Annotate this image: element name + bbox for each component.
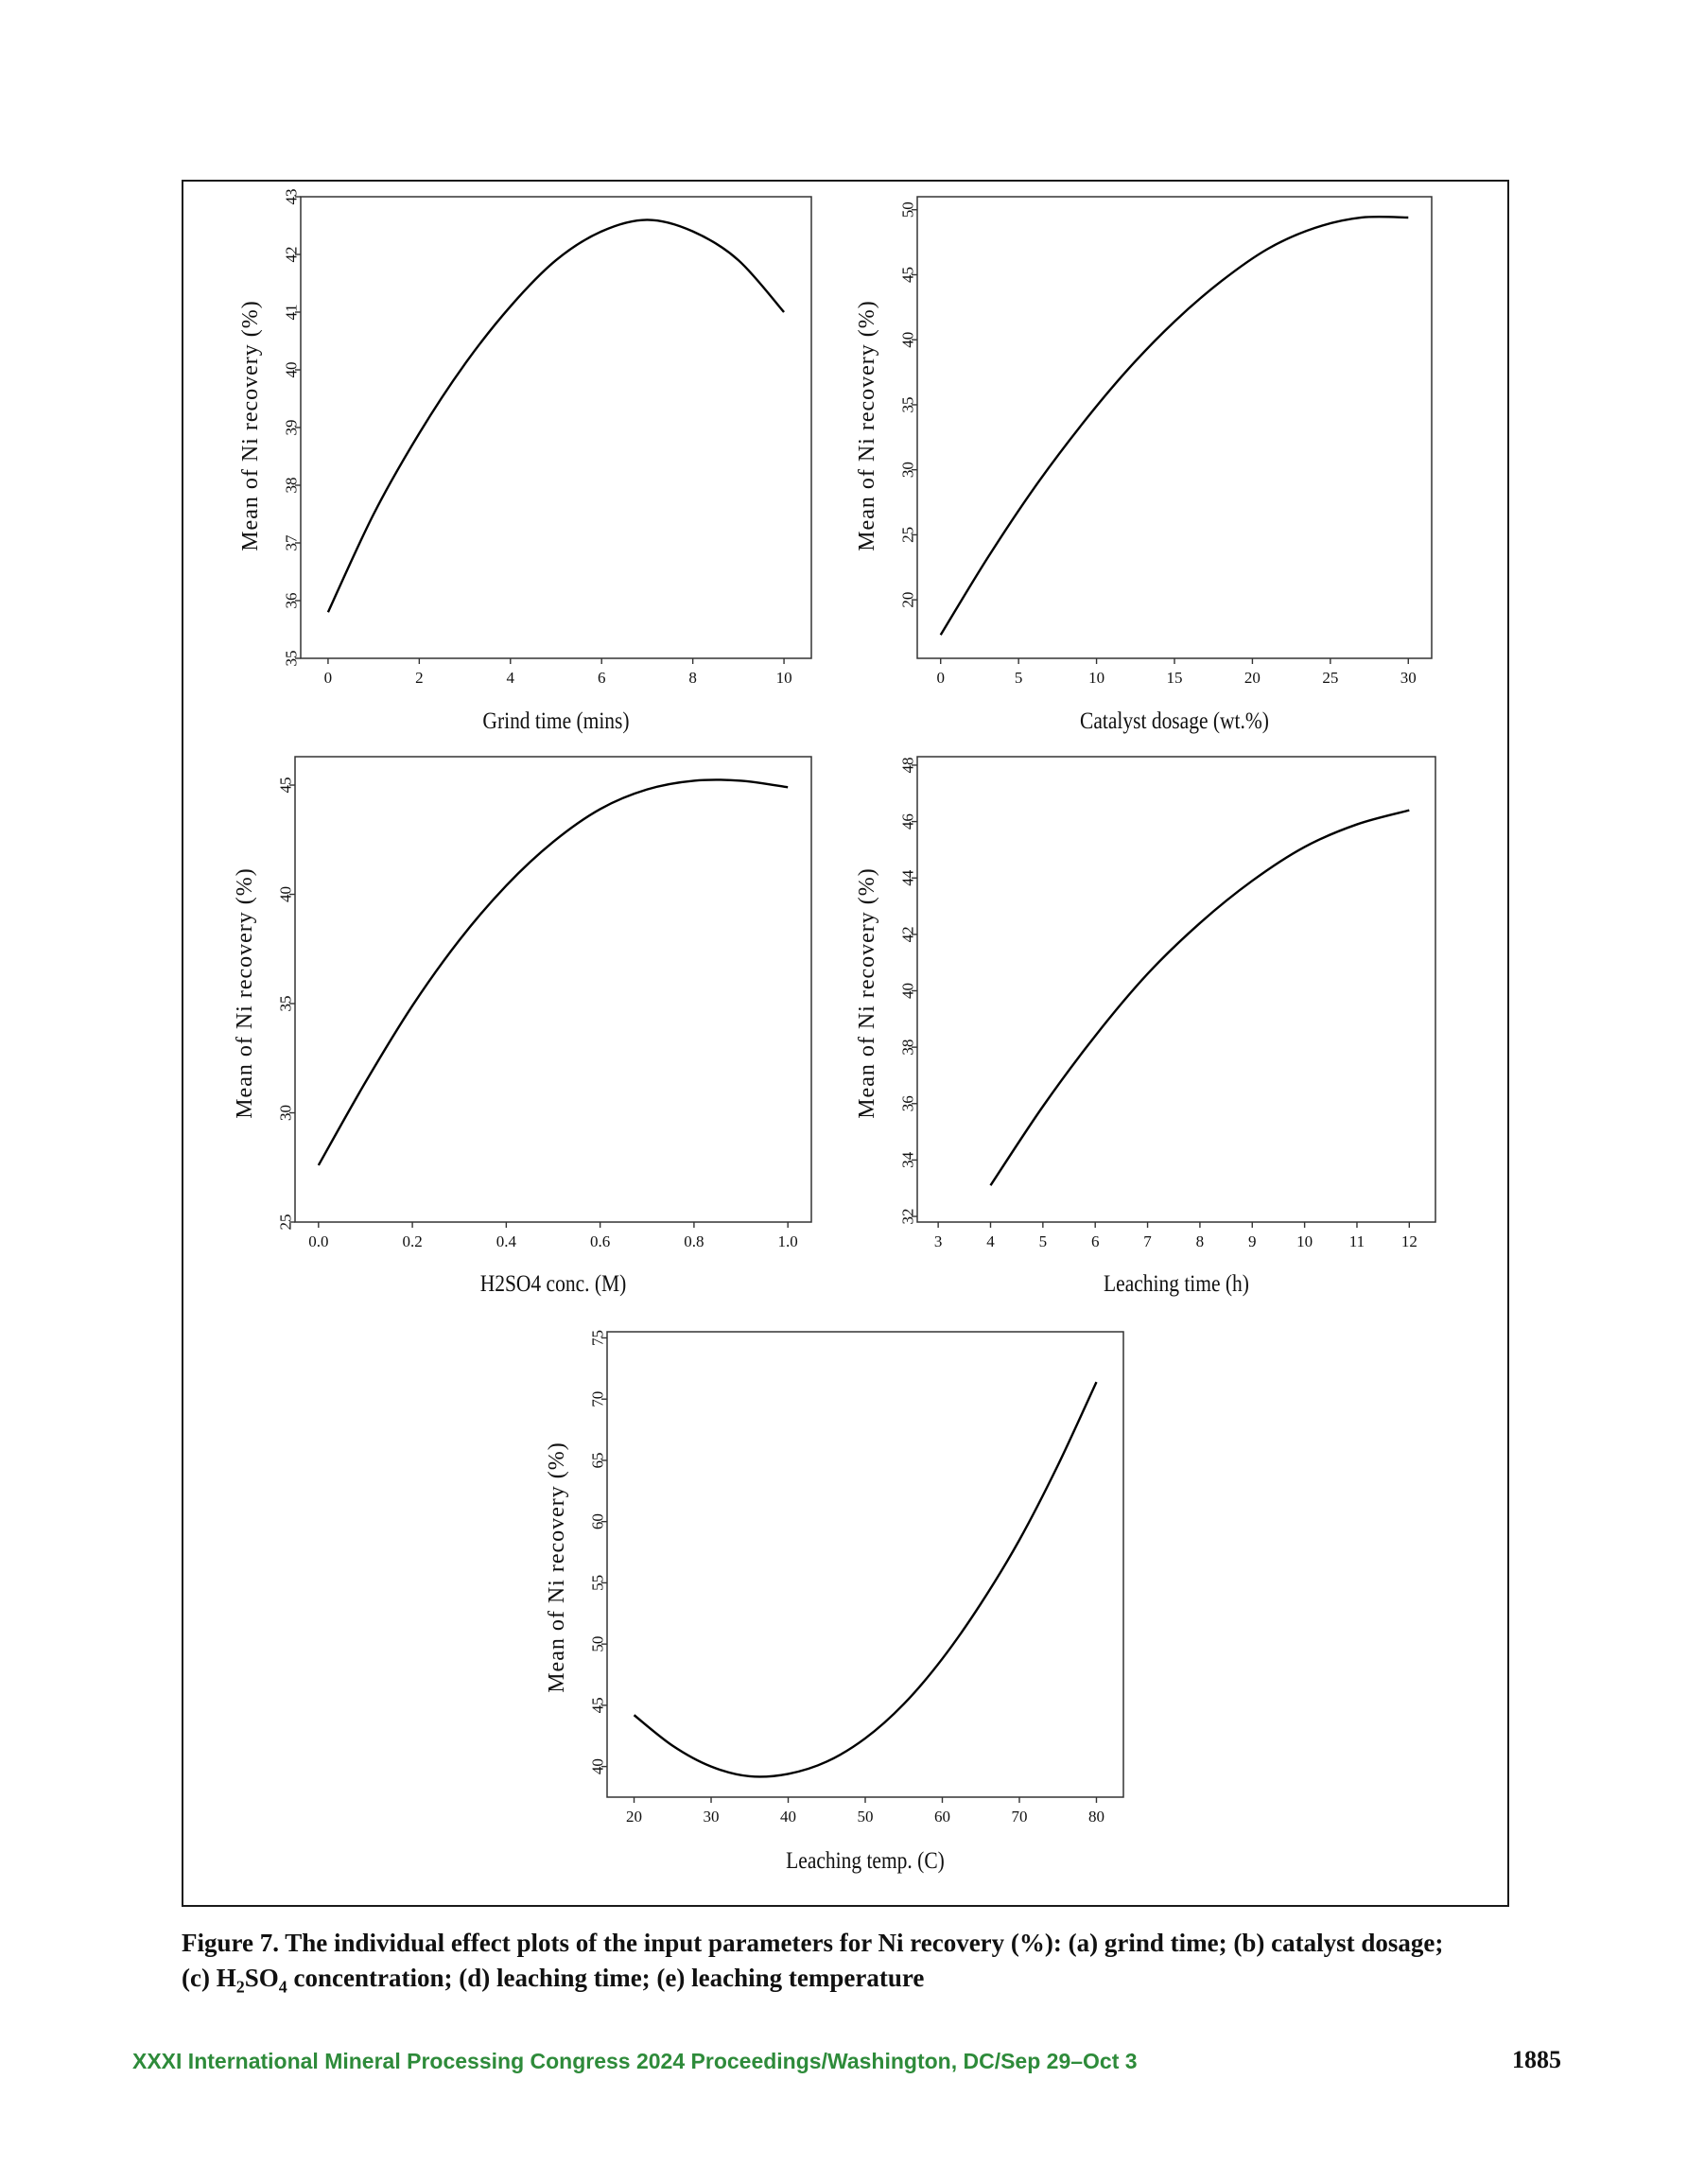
plot-d-xtick-label: 3 [933, 1232, 943, 1250]
footer-conference: XXXI International Mineral Processing Congress 2024 Proceedings/Washington, DC/Sep 29–Oct 3 [132, 2049, 1138, 2073]
plot-c-xtick-label: 0.4 [496, 1232, 516, 1250]
plot-e-xtick-label: 80 [1087, 1808, 1104, 1826]
plot-a-axes-box [301, 197, 811, 658]
plot-b-ytick-label: 45 [898, 266, 917, 283]
plot-c-x-axis-label: H2SO4 conc. (M) [479, 1270, 627, 1298]
plot-d-xtick-label: 9 [1248, 1232, 1257, 1250]
plot-e-y-axis-label: Mean of Ni recovery (%) [545, 1441, 569, 1693]
plot-a-y-axis-label: Mean of Ni recovery (%) [238, 300, 263, 551]
plot-d-y-axis-label: Mean of Ni recovery (%) [855, 867, 879, 1119]
plot-e-xtick-label: 30 [703, 1808, 720, 1826]
plot-e-ytick-label: 65 [588, 1452, 607, 1469]
plot-b-series-line [941, 217, 1409, 635]
plot-a-ytick-label: 42 [282, 246, 301, 263]
page-number: 1885 [1512, 2046, 1561, 2073]
plot-c-xtick-label: 0.8 [684, 1232, 704, 1250]
plot-a-ytick-label: 40 [282, 361, 301, 378]
plot-b-ytick-label: 20 [898, 591, 917, 608]
plot-a-ytick-label: 39 [282, 419, 301, 436]
plot-e-ytick-label: 55 [588, 1574, 607, 1591]
plot-a [238, 189, 811, 735]
plot-a-xtick-label: 4 [506, 669, 515, 687]
plot-d-ytick-label: 42 [898, 926, 917, 943]
plot-a-ytick-label: 36 [282, 592, 301, 609]
plot-d-series-line [990, 811, 1409, 1186]
plot-e-ytick-label: 60 [588, 1513, 607, 1530]
plot-e-xtick-label: 50 [857, 1808, 874, 1826]
plot-b-ytick-label: 40 [898, 331, 917, 348]
plot-d-ytick-label: 38 [898, 1039, 917, 1056]
plot-c-xtick-label: 0.6 [590, 1232, 611, 1250]
plot-a-x-axis-label: Grind time (mins) [482, 708, 630, 735]
plot-b-ytick-label: 25 [898, 526, 917, 543]
plot-a-xtick-label: 10 [775, 669, 792, 687]
plot-a-ytick-label: 41 [282, 304, 301, 321]
plot-b-ytick-label: 30 [898, 462, 917, 479]
plot-b-y-axis-label: Mean of Ni recovery (%) [855, 300, 879, 551]
plot-c-ytick-label: 35 [276, 995, 295, 1012]
plot-a-ytick-label: 43 [282, 188, 301, 205]
plot-a-ytick-label: 38 [282, 477, 301, 494]
plot-c-xtick-label: 1.0 [777, 1232, 798, 1250]
plot-c-ytick-label: 25 [276, 1214, 295, 1231]
plot-d-ytick-label: 34 [898, 1151, 917, 1168]
caption-line-1: Figure 7. The individual effect plots of the input parameters for Ni recovery (%): (a) grind time; (b) catalyst dosage; [182, 1929, 1444, 1957]
plot-d-ytick-label: 48 [898, 757, 917, 774]
figure-caption [182, 1926, 1524, 2004]
plot-a-ytick-label: 37 [282, 534, 301, 551]
plot-b-xtick-label: 10 [1088, 669, 1105, 687]
plot-e-xtick-label: 70 [1011, 1808, 1028, 1826]
plot-b-ytick-label: 35 [898, 396, 917, 413]
plot-d-ytick-label: 40 [898, 982, 917, 999]
plot-d-xtick-label: 5 [1038, 1232, 1048, 1250]
plot-d-xtick-label: 7 [1143, 1232, 1152, 1250]
plot-c-series-line [319, 779, 788, 1165]
plot-c-ytick-label: 40 [276, 886, 295, 903]
plot-c-ytick-label: 30 [276, 1105, 295, 1122]
plot-a-series-line [328, 219, 784, 612]
plot-d-axes-box [917, 757, 1435, 1222]
plot-d-xtick-label: 12 [1400, 1232, 1417, 1250]
plot-d-xtick-label: 8 [1195, 1232, 1205, 1250]
plot-c-ytick-label: 45 [276, 777, 295, 794]
plot-e-ytick-label: 75 [588, 1329, 607, 1346]
plot-e [545, 1330, 1123, 1874]
plot-a-xtick-label: 6 [597, 669, 606, 687]
plot-b-xtick-label: 0 [936, 669, 945, 687]
plot-b-axes-box [917, 197, 1432, 658]
plot-d-ytick-label: 44 [898, 869, 917, 886]
plot-c-xtick-label: 0.0 [308, 1232, 329, 1250]
plot-b-xtick-label: 20 [1244, 669, 1261, 687]
plot-e-xtick-label: 40 [780, 1808, 797, 1826]
plot-c-axes-box [295, 757, 811, 1222]
plot-e-ytick-label: 40 [588, 1758, 607, 1775]
plot-a-xtick-label: 8 [688, 669, 697, 687]
plot-b-xtick-label: 5 [1014, 669, 1023, 687]
caption-line-2: (c) $H_2SO_4$ concentration; (d) leaching time; (e) leaching temperature [182, 1964, 925, 1997]
plot-d-ytick-label: 46 [898, 813, 917, 830]
plot-e-series-line [635, 1382, 1097, 1776]
plot-d-ytick-label: 36 [898, 1095, 917, 1112]
plot-d-x-axis-label: Leaching time (h) [1104, 1270, 1249, 1298]
plot-b-xtick-label: 30 [1400, 669, 1417, 687]
plot-d-xtick-label: 11 [1348, 1232, 1365, 1250]
plot-c-y-axis-label: Mean of Ni recovery (%) [233, 867, 257, 1119]
plot-a-xtick-label: 2 [415, 669, 424, 687]
plot-c [233, 757, 811, 1297]
plot-e-x-axis-label: Leaching temp. (C) [786, 1847, 945, 1875]
plot-e-ytick-label: 45 [588, 1697, 607, 1714]
plot-d-xtick-label: 6 [1090, 1232, 1100, 1250]
plot-d-xtick-label: 4 [986, 1232, 995, 1250]
plot-b-ytick-label: 50 [898, 201, 917, 218]
plot-a-xtick-label: 0 [323, 669, 333, 687]
plot-a-ytick-label: 35 [282, 650, 301, 667]
plot-b-xtick-label: 15 [1166, 669, 1183, 687]
plot-d-xtick-label: 10 [1296, 1232, 1313, 1250]
plot-b [855, 197, 1432, 734]
plot-b-x-axis-label: Catalyst dosage (wt.%) [1080, 708, 1269, 735]
plot-e-xtick-label: 20 [626, 1808, 643, 1826]
plot-e-axes-box [607, 1332, 1123, 1797]
plot-d-ytick-label: 32 [898, 1208, 917, 1225]
plot-e-xtick-label: 60 [933, 1808, 950, 1826]
plot-d [855, 757, 1435, 1297]
plot-e-ytick-label: 70 [588, 1390, 607, 1407]
plot-b-xtick-label: 25 [1322, 669, 1339, 687]
plot-c-xtick-label: 0.2 [402, 1232, 423, 1250]
plot-e-ytick-label: 50 [588, 1635, 607, 1652]
